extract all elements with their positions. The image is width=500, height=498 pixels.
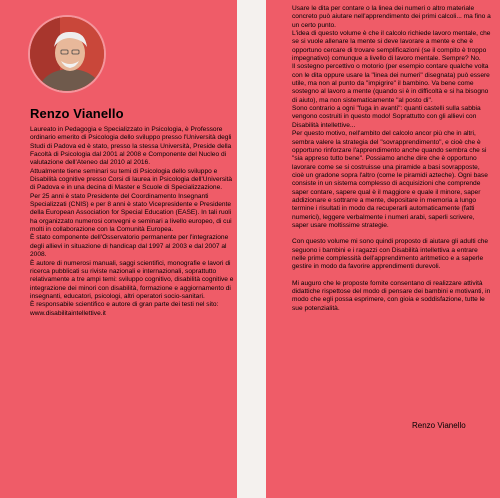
description-paragraph: Usare le dita per contare o la linea dei numeri o altro materiale concreto può aiutare nell'apprendimento dei primi calcoli... ma fino a un certo punto. (292, 5, 491, 29)
author-signature: Renzo Vianello (412, 421, 466, 430)
description-paragraph: L'idea di questo volume è che il calcolo richiede lavoro mentale, che se si vuole allenare la mente si deve lavorare a mente e che è opportuno cercare di trovare semplificazioni (se il compito è troppo impegnativo) comunque a livello di lavoro mentale. Sempre? No. (292, 30, 491, 63)
description-paragraph: Il sostegno percettivo o motorio (per esempio contare qualche volta con le dita oppure usare la "linea dei numeri" disegnata) può essere utile, ma non al punto da "impigrire" il bambino. Va bene come sostegno al lavoro a mente (quando si è in difficoltà e si ha bisogno di aiuto), ma non sistematicamente "al posto di". (292, 63, 490, 104)
book-description (292, 5, 492, 313)
author-portrait-image (30, 17, 104, 91)
bio-paragraph: Laureato in Pedagogia e Specializzato in Psicologia, è Professore ordinario emerito di Psicologia dello sviluppo presso l'Università degli Studi di Padova ed è stato, presso la stessa Università, Preside della Facoltà di Psicologia dal 2001 al 2008 e Componente del Nucleo di valutazione dell'Ateneo dal 2010 al 2016. (30, 126, 232, 167)
bio-paragraph: È stato componente dell'Osservatorio permanente per l'integrazione degli allievi in situazione di handicap dal 1997 al 2003 e dal 2007 al 2008. (30, 234, 229, 259)
bio-paragraph: Attualmente tiene seminari su temi di Psicologia dello sviluppo e Disabilità cognitive presso Corsi di laurea in Psicologia dell'Università di Padova e in una decina di Master e Scuole di Specializzazione. (30, 167, 233, 192)
author-biography (30, 126, 235, 318)
bio-paragraph: È responsabile scientifico e autore di gran parte dei testi nel sito: www.disabilitaintellettive.it (30, 301, 219, 317)
bio-paragraph: È autore di numerosi manuali, saggi scientifici, monografie e lavori di ricerca pubblicati su riviste nazionali e internazionali, soprattutto relativamente a tre ampi temi: sviluppo cognitivo, disabilità cognitive e integrazione dei minori con disabilità, formazione e aggiornamento di insegnanti, educatori, psicologi, altri operatori socio-sanitari. (30, 259, 234, 300)
author-name: Renzo Vianello (30, 106, 124, 121)
bio-paragraph: Per 25 anni è stato Presidente del Coordinamento Insegnanti Specializzati (CNIS) e per 8 anni è stato Vicepresidente e Presidente della European Association for Special Education (EASE). In tali ruoli ha organizzato numerosi convegni e seminari a livello europeo, di cui molti in collaborazione con la Comunità Europea. (30, 192, 232, 234)
author-photo (30, 17, 104, 91)
description-paragraph: Sono contrario a ogni "fuga in avanti": quanti castelli sulla sabbia vengono costruiti in questo modo! Soprattutto con gli allievi con Disabilità intellettive... (292, 105, 481, 129)
description-paragraph: Mi auguro che le proposte fornite consentano di realizzare attività didattiche rispettose del modo di pensare dei bambini e motivanti, in modo che egli possa esprimere, con gioia e soddisfazione, tutte le sue potenzialità. (292, 279, 491, 312)
description-paragraph: Per questo motivo, nell'ambito del calcolo ancor più che in altri, sembra valere la strategia del "sovrapprendimento", e cioè che è opportuno rinforzare l'apprendimento anche quando sembra che si "sia appreso tutto bene". Possiamo anche dire che è opportuno lavorare come se si costruisse una piramide a basi sovrapposte, cioè un gradone sopra l'altro (come le piramidi azteche). Ogni base consiste in un sistema complesso di acquisizioni che comprende saper contare, sapere qual è il maggiore e quale il minore, saper addizionare e sottrarre a mente, depositare in memoria a lungo termine i risultati in modo da recuperarli automaticamente (fatti numerici), leggere verbalmente i numeri arabi, saperli scrivere, saper usare moltissime strategie. (292, 130, 488, 229)
description-paragraph: Con questo volume mi sono quindi proposto di aiutare gli adulti che seguono i bambini e i ragazzi con Disabilità intellettiva a entrare nelle prime complessità dell'apprendimento aritmetico e a saperle gestire in modo da favorire apprendimenti durevoli. (292, 238, 489, 271)
